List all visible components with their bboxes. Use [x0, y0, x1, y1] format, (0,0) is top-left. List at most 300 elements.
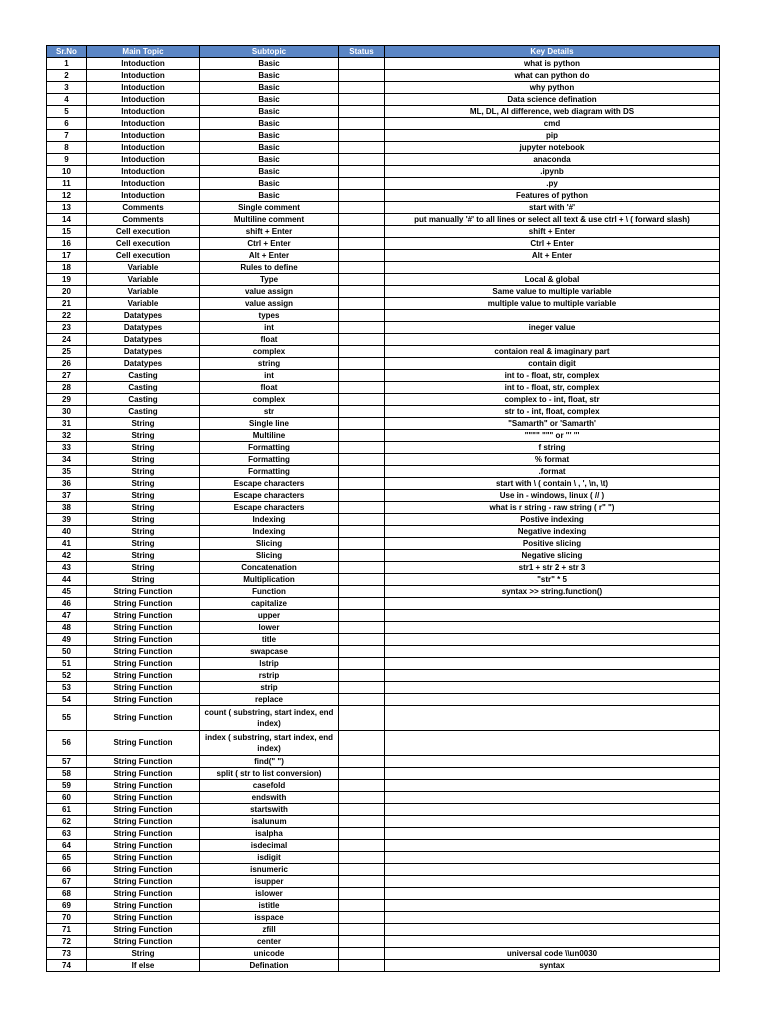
cell-subtopic[interactable]: Basic [200, 178, 339, 190]
cell-key-details[interactable] [385, 792, 720, 804]
cell-key-details[interactable]: cmd [385, 118, 720, 130]
cell-status[interactable] [339, 334, 385, 346]
cell-main-topic[interactable]: Intoduction [87, 58, 200, 70]
cell-subtopic[interactable]: rstrip [200, 670, 339, 682]
cell-key-details[interactable] [385, 610, 720, 622]
cell-sr-no[interactable]: 26 [47, 358, 87, 370]
cell-key-details[interactable] [385, 888, 720, 900]
cell-main-topic[interactable]: Casting [87, 394, 200, 406]
cell-status[interactable] [339, 550, 385, 562]
cell-subtopic[interactable]: value assign [200, 286, 339, 298]
cell-sr-no[interactable]: 6 [47, 118, 87, 130]
cell-status[interactable] [339, 936, 385, 948]
cell-subtopic[interactable]: isalunum [200, 816, 339, 828]
cell-main-topic[interactable]: String Function [87, 876, 200, 888]
cell-key-details[interactable] [385, 864, 720, 876]
cell-key-details[interactable]: pip [385, 130, 720, 142]
cell-status[interactable] [339, 358, 385, 370]
cell-subtopic[interactable]: Formatting [200, 466, 339, 478]
cell-subtopic[interactable]: types [200, 310, 339, 322]
cell-main-topic[interactable]: Casting [87, 370, 200, 382]
cell-main-topic[interactable]: String Function [87, 706, 200, 731]
cell-status[interactable] [339, 310, 385, 322]
cell-main-topic[interactable]: Datatypes [87, 346, 200, 358]
cell-status[interactable] [339, 118, 385, 130]
cell-main-topic[interactable]: Casting [87, 406, 200, 418]
cell-subtopic[interactable]: Basic [200, 166, 339, 178]
cell-key-details[interactable]: str1 + str 2 + str 3 [385, 562, 720, 574]
cell-sr-no[interactable]: 41 [47, 538, 87, 550]
cell-main-topic[interactable]: String [87, 466, 200, 478]
cell-key-details[interactable]: what is python [385, 58, 720, 70]
cell-key-details[interactable] [385, 670, 720, 682]
header-subtopic[interactable]: Subtopic [200, 46, 339, 58]
cell-sr-no[interactable]: 34 [47, 454, 87, 466]
cell-sr-no[interactable]: 24 [47, 334, 87, 346]
cell-status[interactable] [339, 466, 385, 478]
cell-key-details[interactable]: int to - float, str, complex [385, 370, 720, 382]
cell-subtopic[interactable]: count ( substring, start index, end index) [200, 706, 339, 731]
cell-main-topic[interactable]: String Function [87, 598, 200, 610]
cell-status[interactable] [339, 70, 385, 82]
cell-subtopic[interactable]: Indexing [200, 526, 339, 538]
cell-main-topic[interactable]: Intoduction [87, 142, 200, 154]
cell-key-details[interactable] [385, 936, 720, 948]
cell-main-topic[interactable]: String Function [87, 670, 200, 682]
cell-sr-no[interactable]: 4 [47, 94, 87, 106]
cell-subtopic[interactable]: Slicing [200, 538, 339, 550]
cell-subtopic[interactable]: Multiline comment [200, 214, 339, 226]
cell-subtopic[interactable]: isalpha [200, 828, 339, 840]
cell-sr-no[interactable]: 7 [47, 130, 87, 142]
cell-main-topic[interactable]: String Function [87, 768, 200, 780]
header-status[interactable]: Status [339, 46, 385, 58]
cell-sr-no[interactable]: 62 [47, 816, 87, 828]
cell-status[interactable] [339, 490, 385, 502]
cell-sr-no[interactable]: 1 [47, 58, 87, 70]
cell-subtopic[interactable]: string [200, 358, 339, 370]
cell-sr-no[interactable]: 27 [47, 370, 87, 382]
cell-sr-no[interactable]: 18 [47, 262, 87, 274]
cell-key-details[interactable]: .format [385, 466, 720, 478]
cell-status[interactable] [339, 130, 385, 142]
cell-key-details[interactable]: syntax >> string.function() [385, 586, 720, 598]
cell-status[interactable] [339, 586, 385, 598]
cell-status[interactable] [339, 840, 385, 852]
cell-key-details[interactable]: jupyter notebook [385, 142, 720, 154]
cell-sr-no[interactable]: 19 [47, 274, 87, 286]
cell-key-details[interactable]: Data science defination [385, 94, 720, 106]
cell-sr-no[interactable]: 43 [47, 562, 87, 574]
cell-subtopic[interactable]: float [200, 334, 339, 346]
cell-sr-no[interactable]: 42 [47, 550, 87, 562]
cell-sr-no[interactable]: 23 [47, 322, 87, 334]
cell-status[interactable] [339, 406, 385, 418]
cell-main-topic[interactable]: Casting [87, 382, 200, 394]
cell-sr-no[interactable]: 22 [47, 310, 87, 322]
cell-subtopic[interactable]: Multiline [200, 430, 339, 442]
cell-main-topic[interactable]: String [87, 574, 200, 586]
cell-subtopic[interactable]: Alt + Enter [200, 250, 339, 262]
cell-sr-no[interactable]: 49 [47, 634, 87, 646]
cell-sr-no[interactable]: 56 [47, 731, 87, 756]
cell-status[interactable] [339, 202, 385, 214]
cell-subtopic[interactable]: isdigit [200, 852, 339, 864]
cell-main-topic[interactable]: String Function [87, 658, 200, 670]
cell-status[interactable] [339, 888, 385, 900]
cell-status[interactable] [339, 768, 385, 780]
header-sr-no[interactable]: Sr.No [47, 46, 87, 58]
cell-sr-no[interactable]: 61 [47, 804, 87, 816]
cell-sr-no[interactable]: 15 [47, 226, 87, 238]
cell-sr-no[interactable]: 38 [47, 502, 87, 514]
cell-main-topic[interactable]: Datatypes [87, 334, 200, 346]
cell-subtopic[interactable]: zfill [200, 924, 339, 936]
cell-key-details[interactable]: why python [385, 82, 720, 94]
cell-key-details[interactable]: contain digit [385, 358, 720, 370]
cell-subtopic[interactable]: Function [200, 586, 339, 598]
cell-key-details[interactable]: ML, DL, AI difference, web diagram with DS [385, 106, 720, 118]
cell-subtopic[interactable]: Single line [200, 418, 339, 430]
cell-key-details[interactable] [385, 658, 720, 670]
cell-status[interactable] [339, 924, 385, 936]
cell-key-details[interactable] [385, 598, 720, 610]
cell-status[interactable] [339, 250, 385, 262]
cell-status[interactable] [339, 142, 385, 154]
cell-sr-no[interactable]: 69 [47, 900, 87, 912]
cell-key-details[interactable] [385, 756, 720, 768]
cell-key-details[interactable]: contaion real & imaginary part [385, 346, 720, 358]
cell-subtopic[interactable]: find(" ") [200, 756, 339, 768]
cell-main-topic[interactable]: String Function [87, 586, 200, 598]
cell-key-details[interactable] [385, 924, 720, 936]
cell-main-topic[interactable]: Comments [87, 214, 200, 226]
cell-status[interactable] [339, 106, 385, 118]
cell-key-details[interactable]: anaconda [385, 154, 720, 166]
cell-subtopic[interactable]: complex [200, 346, 339, 358]
cell-sr-no[interactable]: 48 [47, 622, 87, 634]
cell-main-topic[interactable]: Datatypes [87, 358, 200, 370]
cell-main-topic[interactable]: String Function [87, 924, 200, 936]
cell-main-topic[interactable]: String Function [87, 622, 200, 634]
cell-sr-no[interactable]: 73 [47, 948, 87, 960]
cell-status[interactable] [339, 828, 385, 840]
cell-sr-no[interactable]: 12 [47, 190, 87, 202]
cell-status[interactable] [339, 804, 385, 816]
cell-status[interactable] [339, 912, 385, 924]
cell-sr-no[interactable]: 2 [47, 70, 87, 82]
cell-status[interactable] [339, 864, 385, 876]
cell-sr-no[interactable]: 65 [47, 852, 87, 864]
cell-sr-no[interactable]: 66 [47, 864, 87, 876]
cell-status[interactable] [339, 756, 385, 768]
cell-status[interactable] [339, 94, 385, 106]
cell-status[interactable] [339, 538, 385, 550]
cell-main-topic[interactable]: String [87, 418, 200, 430]
cell-subtopic[interactable]: Ctrl + Enter [200, 238, 339, 250]
cell-subtopic[interactable]: Multiplication [200, 574, 339, 586]
cell-key-details[interactable]: ineger value [385, 322, 720, 334]
cell-sr-no[interactable]: 31 [47, 418, 87, 430]
cell-key-details[interactable] [385, 731, 720, 756]
cell-key-details[interactable] [385, 262, 720, 274]
cell-key-details[interactable]: start with '#' [385, 202, 720, 214]
cell-main-topic[interactable]: Intoduction [87, 178, 200, 190]
cell-main-topic[interactable]: Intoduction [87, 94, 200, 106]
cell-subtopic[interactable]: title [200, 634, 339, 646]
cell-sr-no[interactable]: 9 [47, 154, 87, 166]
cell-status[interactable] [339, 622, 385, 634]
cell-main-topic[interactable]: Intoduction [87, 70, 200, 82]
cell-key-details[interactable]: Negative indexing [385, 526, 720, 538]
cell-main-topic[interactable]: String Function [87, 864, 200, 876]
cell-main-topic[interactable]: String [87, 442, 200, 454]
cell-main-topic[interactable]: Datatypes [87, 310, 200, 322]
cell-subtopic[interactable]: value assign [200, 298, 339, 310]
cell-subtopic[interactable]: Basic [200, 130, 339, 142]
cell-sr-no[interactable]: 53 [47, 682, 87, 694]
cell-key-details[interactable]: Ctrl + Enter [385, 238, 720, 250]
cell-status[interactable] [339, 948, 385, 960]
cell-subtopic[interactable]: Escape characters [200, 490, 339, 502]
cell-status[interactable] [339, 274, 385, 286]
cell-key-details[interactable] [385, 780, 720, 792]
cell-main-topic[interactable]: String Function [87, 610, 200, 622]
cell-subtopic[interactable]: Formatting [200, 442, 339, 454]
cell-key-details[interactable]: put manually '#' to all lines or select all text & use ctrl + \ ( forward slash) [385, 214, 720, 226]
cell-subtopic[interactable]: split ( str to list conversion) [200, 768, 339, 780]
cell-key-details[interactable]: Use in - windows, linux ( // ) [385, 490, 720, 502]
cell-subtopic[interactable]: Basic [200, 82, 339, 94]
cell-key-details[interactable] [385, 912, 720, 924]
cell-subtopic[interactable]: Single comment [200, 202, 339, 214]
cell-key-details[interactable] [385, 876, 720, 888]
cell-main-topic[interactable]: String [87, 514, 200, 526]
cell-sr-no[interactable]: 25 [47, 346, 87, 358]
cell-main-topic[interactable]: String Function [87, 792, 200, 804]
cell-sr-no[interactable]: 11 [47, 178, 87, 190]
cell-status[interactable] [339, 682, 385, 694]
cell-subtopic[interactable]: replace [200, 694, 339, 706]
cell-main-topic[interactable]: String Function [87, 682, 200, 694]
cell-subtopic[interactable]: center [200, 936, 339, 948]
cell-sr-no[interactable]: 58 [47, 768, 87, 780]
cell-sr-no[interactable]: 68 [47, 888, 87, 900]
cell-status[interactable] [339, 598, 385, 610]
cell-key-details[interactable] [385, 840, 720, 852]
cell-status[interactable] [339, 190, 385, 202]
cell-subtopic[interactable]: isupper [200, 876, 339, 888]
cell-sr-no[interactable]: 45 [47, 586, 87, 598]
cell-sr-no[interactable]: 70 [47, 912, 87, 924]
cell-sr-no[interactable]: 72 [47, 936, 87, 948]
cell-sr-no[interactable]: 74 [47, 960, 87, 972]
cell-main-topic[interactable]: String [87, 550, 200, 562]
cell-status[interactable] [339, 322, 385, 334]
cell-sr-no[interactable]: 29 [47, 394, 87, 406]
cell-subtopic[interactable]: str [200, 406, 339, 418]
cell-subtopic[interactable]: Basic [200, 154, 339, 166]
cell-subtopic[interactable]: Basic [200, 94, 339, 106]
cell-subtopic[interactable]: swapcase [200, 646, 339, 658]
cell-sr-no[interactable]: 5 [47, 106, 87, 118]
cell-main-topic[interactable]: String Function [87, 900, 200, 912]
cell-main-topic[interactable]: String Function [87, 840, 200, 852]
cell-main-topic[interactable]: String Function [87, 912, 200, 924]
cell-sr-no[interactable]: 44 [47, 574, 87, 586]
cell-status[interactable] [339, 166, 385, 178]
cell-subtopic[interactable]: Rules to define [200, 262, 339, 274]
cell-subtopic[interactable]: Defination [200, 960, 339, 972]
cell-sr-no[interactable]: 67 [47, 876, 87, 888]
cell-key-details[interactable] [385, 622, 720, 634]
cell-key-details[interactable] [385, 694, 720, 706]
cell-status[interactable] [339, 514, 385, 526]
cell-sr-no[interactable]: 35 [47, 466, 87, 478]
cell-subtopic[interactable]: istitle [200, 900, 339, 912]
cell-subtopic[interactable]: isdecimal [200, 840, 339, 852]
cell-status[interactable] [339, 574, 385, 586]
cell-subtopic[interactable]: Basic [200, 190, 339, 202]
cell-status[interactable] [339, 731, 385, 756]
cell-key-details[interactable]: Positive slicing [385, 538, 720, 550]
cell-status[interactable] [339, 418, 385, 430]
cell-status[interactable] [339, 502, 385, 514]
cell-main-topic[interactable]: String [87, 430, 200, 442]
cell-subtopic[interactable]: Basic [200, 106, 339, 118]
header-key-details[interactable]: Key Details [385, 46, 720, 58]
cell-sr-no[interactable]: 8 [47, 142, 87, 154]
cell-key-details[interactable]: f string [385, 442, 720, 454]
cell-key-details[interactable]: universal code \\un0030 [385, 948, 720, 960]
cell-status[interactable] [339, 670, 385, 682]
cell-main-topic[interactable]: Comments [87, 202, 200, 214]
cell-subtopic[interactable]: shift + Enter [200, 226, 339, 238]
header-main-topic[interactable]: Main Topic [87, 46, 200, 58]
cell-status[interactable] [339, 286, 385, 298]
cell-main-topic[interactable]: String [87, 526, 200, 538]
cell-main-topic[interactable]: Intoduction [87, 166, 200, 178]
cell-subtopic[interactable]: islower [200, 888, 339, 900]
cell-main-topic[interactable]: Cell execution [87, 226, 200, 238]
cell-status[interactable] [339, 226, 385, 238]
cell-main-topic[interactable]: Datatypes [87, 322, 200, 334]
cell-main-topic[interactable]: String Function [87, 731, 200, 756]
cell-main-topic[interactable]: String Function [87, 634, 200, 646]
cell-main-topic[interactable]: String [87, 490, 200, 502]
cell-status[interactable] [339, 960, 385, 972]
cell-main-topic[interactable]: Intoduction [87, 130, 200, 142]
cell-main-topic[interactable]: If else [87, 960, 200, 972]
cell-key-details[interactable]: Local & global [385, 274, 720, 286]
cell-key-details[interactable] [385, 310, 720, 322]
cell-key-details[interactable] [385, 706, 720, 731]
cell-main-topic[interactable]: String [87, 478, 200, 490]
cell-subtopic[interactable]: endswith [200, 792, 339, 804]
cell-subtopic[interactable]: unicode [200, 948, 339, 960]
cell-status[interactable] [339, 214, 385, 226]
cell-status[interactable] [339, 694, 385, 706]
cell-status[interactable] [339, 82, 385, 94]
cell-subtopic[interactable]: capitalize [200, 598, 339, 610]
cell-main-topic[interactable]: String Function [87, 828, 200, 840]
cell-status[interactable] [339, 792, 385, 804]
cell-sr-no[interactable]: 13 [47, 202, 87, 214]
cell-main-topic[interactable]: String Function [87, 694, 200, 706]
cell-status[interactable] [339, 562, 385, 574]
cell-subtopic[interactable]: Basic [200, 142, 339, 154]
cell-subtopic[interactable]: startswith [200, 804, 339, 816]
cell-main-topic[interactable]: String [87, 948, 200, 960]
cell-sr-no[interactable]: 14 [47, 214, 87, 226]
cell-main-topic[interactable]: Cell execution [87, 250, 200, 262]
cell-status[interactable] [339, 394, 385, 406]
cell-key-details[interactable]: Features of python [385, 190, 720, 202]
cell-subtopic[interactable]: index ( substring, start index, end index) [200, 731, 339, 756]
cell-key-details[interactable] [385, 682, 720, 694]
cell-main-topic[interactable]: String Function [87, 804, 200, 816]
cell-subtopic[interactable]: strip [200, 682, 339, 694]
cell-main-topic[interactable]: Intoduction [87, 106, 200, 118]
cell-main-topic[interactable]: String [87, 502, 200, 514]
cell-status[interactable] [339, 706, 385, 731]
cell-main-topic[interactable]: Variable [87, 274, 200, 286]
cell-subtopic[interactable]: Slicing [200, 550, 339, 562]
cell-status[interactable] [339, 478, 385, 490]
cell-sr-no[interactable]: 64 [47, 840, 87, 852]
cell-status[interactable] [339, 876, 385, 888]
cell-subtopic[interactable]: int [200, 370, 339, 382]
cell-subtopic[interactable]: int [200, 322, 339, 334]
cell-key-details[interactable] [385, 634, 720, 646]
cell-status[interactable] [339, 900, 385, 912]
cell-sr-no[interactable]: 32 [47, 430, 87, 442]
cell-subtopic[interactable]: lstrip [200, 658, 339, 670]
cell-status[interactable] [339, 430, 385, 442]
cell-main-topic[interactable]: Intoduction [87, 190, 200, 202]
cell-main-topic[interactable]: String Function [87, 756, 200, 768]
cell-key-details[interactable] [385, 334, 720, 346]
cell-status[interactable] [339, 454, 385, 466]
cell-sr-no[interactable]: 57 [47, 756, 87, 768]
cell-sr-no[interactable]: 46 [47, 598, 87, 610]
cell-key-details[interactable] [385, 804, 720, 816]
cell-sr-no[interactable]: 50 [47, 646, 87, 658]
cell-sr-no[interactable]: 47 [47, 610, 87, 622]
cell-main-topic[interactable]: String [87, 454, 200, 466]
cell-subtopic[interactable]: Basic [200, 70, 339, 82]
cell-key-details[interactable]: .ipynb [385, 166, 720, 178]
cell-main-topic[interactable]: String Function [87, 780, 200, 792]
cell-subtopic[interactable]: Type [200, 274, 339, 286]
cell-key-details[interactable]: start with \ ( contain \ , ', \n, \t) [385, 478, 720, 490]
cell-subtopic[interactable]: Escape characters [200, 502, 339, 514]
cell-sr-no[interactable]: 17 [47, 250, 87, 262]
cell-subtopic[interactable]: complex [200, 394, 339, 406]
cell-main-topic[interactable]: String [87, 538, 200, 550]
cell-key-details[interactable] [385, 646, 720, 658]
cell-sr-no[interactable]: 55 [47, 706, 87, 731]
cell-sr-no[interactable]: 39 [47, 514, 87, 526]
cell-sr-no[interactable]: 16 [47, 238, 87, 250]
cell-subtopic[interactable]: isspace [200, 912, 339, 924]
cell-key-details[interactable]: """" """ or ''' ''' [385, 430, 720, 442]
cell-key-details[interactable] [385, 828, 720, 840]
cell-main-topic[interactable]: String Function [87, 852, 200, 864]
cell-key-details[interactable]: complex to - int, float, str [385, 394, 720, 406]
cell-key-details[interactable]: Alt + Enter [385, 250, 720, 262]
cell-status[interactable] [339, 262, 385, 274]
